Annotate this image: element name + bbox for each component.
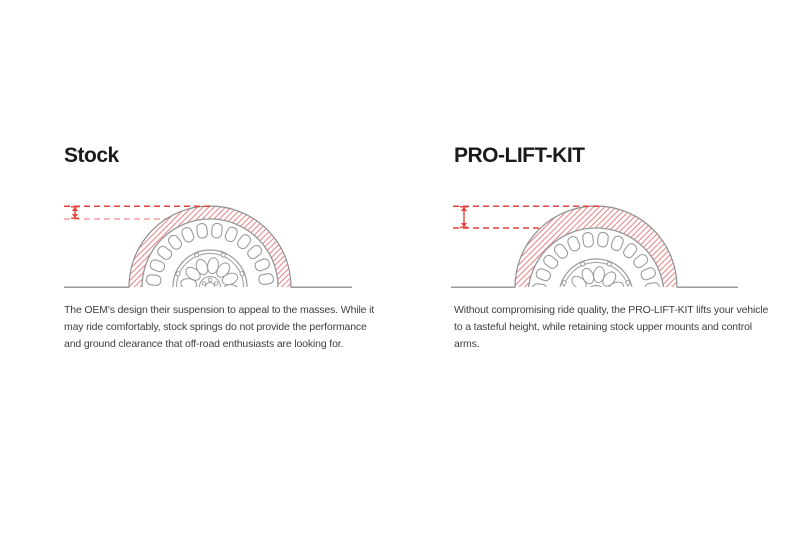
description-line: The OEM's design their suspension to appeal to the masses. While it (64, 304, 375, 316)
prolift-title: PRO-LIFT-KIT (454, 144, 585, 167)
clearance-measure-arrow (71, 207, 79, 218)
stock-title: Stock (64, 144, 119, 167)
description-line: may ride comfortably, stock springs do not provide the performance (64, 321, 367, 333)
prolift-description (454, 302, 794, 353)
description-line: arms. (454, 338, 480, 350)
stock-description (64, 302, 404, 353)
description-line: and ground clearance that off-road enthusiasts are looking for. (64, 338, 344, 350)
description-line: Without compromising ride quality, the PRO-LIFT-KIT lifts your vehicle (454, 304, 769, 316)
description-line: to a tasteful height, while retaining stock upper mounts and control (454, 321, 752, 333)
clearance-measure-arrow (460, 207, 468, 227)
